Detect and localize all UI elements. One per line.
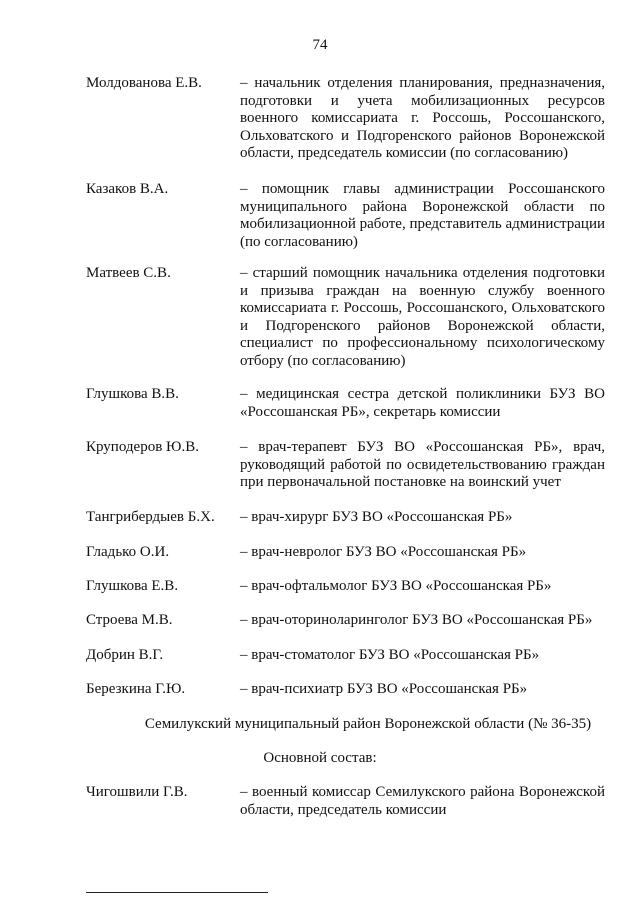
member-role: – медицинская сестра детской поликлиники БУЗ ВО «Россошанская РБ», секретарь комиссии — [240, 386, 605, 420]
member-role: – врач-психиатр БУЗ ВО «Россошанская РБ» — [240, 681, 528, 697]
member-role: – врач-стоматолог БУЗ ВО «Россошанская РБ» — [240, 647, 540, 663]
member-role: – помощник главы администрации Россошанского муниципального района Воронежской области по мобилизационной работе, представитель администрации (по согласованию) — [240, 181, 606, 250]
member-role: – врач-терапевт БУЗ ВО «Россошанская РБ», врач, руководящий работой по освидетельствованию граждан при первоначальной постановке на воинский учет — [240, 439, 605, 490]
member-name: Круподеров Ю.В. — [86, 439, 199, 455]
member-name: Березкина Г.Ю. — [86, 681, 186, 697]
member-name: Глушкова В.В. — [86, 386, 179, 402]
member-name: Казаков В.А. — [86, 181, 169, 197]
member-role: – врач-хирург БУЗ ВО «Россошанская РБ» — [240, 509, 513, 525]
member-name: Тангрибердыев Б.Х. — [86, 509, 215, 525]
member-name: Добрин В.Г. — [86, 647, 164, 663]
composition-heading: Основной состав: — [263, 750, 377, 766]
member-role: – старший помощник начальника отделения подготовки и призыва граждан на военную службу военного комиссариата г. Россошь, Россошанского, Ольховатского и Подгоренского районов Воронежской области, специалист по профессиональному психологическому отбору (по согласованию) — [240, 265, 605, 369]
member-name: Гладько О.И. — [86, 544, 170, 560]
member-role: – военный комиссар Семилукского района Воронежской области, председатель комиссии — [240, 784, 605, 818]
member-name: Глушкова Е.В. — [86, 578, 179, 594]
member-role: – врач-оториноларинголог БУЗ ВО «Россошанская РБ» — [240, 612, 593, 628]
member-name: Строева М.В. — [86, 612, 173, 628]
footnote-rule — [86, 892, 268, 893]
member-role: – врач-офтальмолог БУЗ ВО «Россошанская РБ» — [240, 578, 552, 594]
member-role: – начальник отделения планирования, предназначения, подготовки и учета мобилизационных ресурсов военного комиссариата г. Россошь, Россошанского, Ольховатского и Подгоренского районов Воронежской области, председатель комиссии (по согласованию) — [240, 75, 605, 161]
page-number: 74 — [312, 37, 328, 53]
member-role: – врач-невролог БУЗ ВО «Россошанская РБ» — [240, 544, 527, 560]
member-name: Матвеев С.В. — [86, 265, 171, 281]
member-name: Молдованова Е.В. — [86, 75, 202, 91]
district-heading: Семилукский муниципальный район Воронежской области (№ 36-35) — [144, 716, 592, 732]
member-name: Чигошвили Г.В. — [86, 784, 188, 800]
